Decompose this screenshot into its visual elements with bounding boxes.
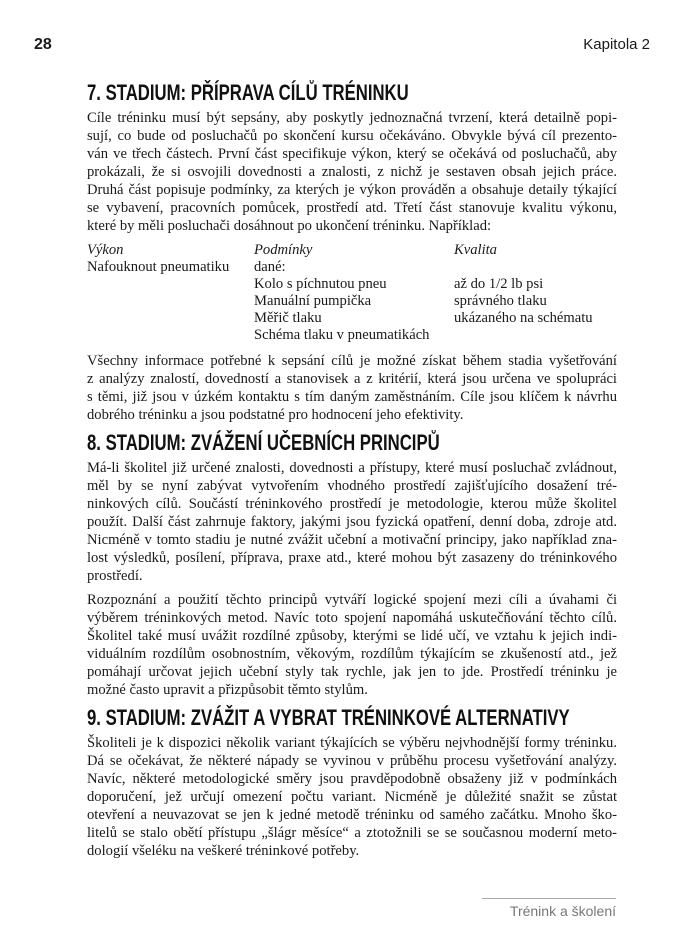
text-line: ninkových cílů. Součástí tréninkového prostředí je metodologie, kterou může školitel	[87, 496, 617, 512]
table-row	[87, 293, 593, 310]
text-line: lost výsledků, posílení, příprava, praxe atd., které mohou být zasazeny do tréninkového	[87, 550, 617, 566]
table-row	[87, 276, 593, 293]
text-line: Všechny informace potřebné k sepsání cílů je možné získat během stadia vyšetřování	[87, 353, 617, 369]
table-cell: Schéma tlaku v pneumatikách	[254, 327, 430, 343]
text-line: prostředí.	[87, 568, 143, 584]
table-body	[87, 259, 593, 344]
table-cell: Manuální pumpička	[254, 293, 372, 309]
objective-example-table	[87, 241, 593, 344]
text-line: Cíle tréninku musí být sepsány, aby poskytly jednoznačná tvrzení, která detailně popi-	[87, 110, 617, 126]
text-line: dologií všeléku na veškeré tréninkové potřeby.	[87, 843, 360, 859]
text-line: měl by se nyní zabývat vytvořením vhodného prostředí zajišťujícího dosažení tré-	[87, 478, 617, 494]
text-line: Školiteli je k dispozici několik variant týkajících se výběru nejvhodnější formy tréninku.	[87, 735, 617, 751]
table-cell	[454, 259, 593, 276]
page-content	[87, 80, 617, 866]
column-header: Podmínky	[254, 242, 313, 258]
table-cell: Měřič tlaku	[254, 310, 322, 326]
table-cell: dané:	[254, 259, 286, 275]
table-cell	[87, 327, 254, 344]
text-line: Rozpoznání a použití těchto principů vytváří logické spojení mezi cíli a úvahami či	[87, 592, 617, 608]
page-number: 28	[34, 36, 52, 53]
text-line: Druhá část popisuje podmínky, za kterých je výkon prováděn a obsahuje detaily týkající	[87, 182, 617, 198]
heading-text: 7. STADIUM: PŘÍPRAVA CÍLŮ TRÉNINKU	[87, 80, 409, 105]
paragraph	[87, 459, 617, 585]
heading-text: 8. STADIUM: ZVÁŽENÍ UČEBNÍCH PRINCIPŮ	[87, 430, 440, 455]
column-header: Výkon	[87, 242, 124, 258]
text-line: s těmi, již jsou v úzkém kontaktu s tím daným zaměstnáním. Cíle jsou klíčem k návrhu	[87, 389, 617, 405]
table-cell: ukázaného na schématu	[454, 310, 593, 326]
text-line: se vybavení, pracovních pomůcek, prostředí atd. Třetí část stanovuje kvalitu výkonu,	[87, 200, 617, 216]
table-cell	[454, 327, 593, 344]
section-stage-7	[87, 80, 617, 424]
paragraph	[87, 352, 617, 424]
section-heading	[87, 430, 617, 456]
table-cell: až do 1/2 lb psi	[454, 276, 544, 292]
text-line: Navíc, některé metodologické směry jsou pravděpodobně obsaženy již v podmínkách	[87, 771, 617, 787]
table-row	[87, 259, 593, 276]
text-line: které by měli posluchači dosáhnout po ukončení tréninku. Například:	[87, 218, 492, 234]
text-line: doporučení, jež určují omezení počtu variant. Nicméně je důležité snažit se zůstat	[87, 789, 617, 805]
text-line: výběrem tréninkových metod. Navíc toto spojení napomáhá uskutečňování těchto cílů.	[87, 610, 617, 626]
table-cell	[87, 293, 254, 310]
text-line: možné často upravit a přizpůsobit těmto stylům.	[87, 682, 368, 698]
table-cell: správného tlaku	[454, 293, 547, 309]
table-row	[87, 327, 593, 344]
table-cell	[87, 310, 254, 327]
text-line: ván ve třech částech. První část specifikuje výkon, který se očekává od posluchačů, aby	[87, 146, 617, 162]
table-cell: Nafouknout pneumatiku	[87, 259, 230, 275]
section-heading	[87, 80, 617, 106]
text-line: sují, co bude od posluchačů po skončení kursu očekáváno. Obvykle bývá cíl prezento-	[87, 128, 617, 144]
paragraph	[87, 591, 617, 699]
chapter-label: Kapitola 2	[583, 36, 650, 53]
table-cell	[87, 276, 254, 293]
text-line: litelů se stalo obětí přístupu „šlágr měsíce“ a ztotožnili se se současnou moderní meto-	[87, 825, 617, 841]
heading-text: 9. STADIUM: ZVÁŽIT A VYBRAT TRÉNINKOVÉ ALTERNATIVY	[87, 705, 570, 730]
paragraph	[87, 109, 617, 235]
text-line: Má-li školitel již určené znalosti, dovednosti a přístupy, které musí posluchač zvládnout,	[87, 460, 617, 476]
table-cell: Kolo s píchnutou pneu	[254, 276, 387, 292]
text-line: z analýzy znalostí, dovedností a stanovisek a z kritérií, která jsou určena ve spolupráci	[87, 371, 617, 387]
text-line: otevření a neuvazovat se jen k jedné metodě tréninku od samého začátku. Mnoho ško-	[87, 807, 617, 823]
table-header-row	[87, 241, 593, 259]
text-line: pomáhají určovat jejich učební styly tak rychle, jak jen to jde. Prostředí tréninku je	[87, 664, 617, 680]
paragraph	[87, 734, 617, 860]
column-header: Kvalita	[454, 242, 497, 258]
running-footer: Trénink a školení	[482, 898, 616, 919]
text-line: dobrého tréninku a jsou podstatné pro hodnocení jeho efektivity.	[87, 407, 464, 423]
text-line: použít. Další část zahrnuje faktory, jakými jsou fyzická opatření, denní doba, zdroje atd.	[87, 514, 617, 530]
text-line: prokázali, že si osvojili dovednosti a znalosti, z nichž je sestaven obsah jejich práce.	[87, 164, 617, 180]
text-line: Školitel také musí uvážit rozdílné způsoby, kterými se lidé učí, ve vztahu k jejich indi-	[87, 628, 617, 644]
table-row	[87, 310, 593, 327]
text-line: Nicméně v tomto stadiu je nutné zvážit učební a motivační principy, jako například zna-	[87, 532, 617, 548]
text-line: viduálním rozdílům osobnostním, věkovým, rozdílům týkajícím se zkušeností atd., jež	[87, 646, 617, 662]
text-line: Dá se očekávat, že některé nápady se vyvinou v průběhu procesu vyšetřování analýzy.	[87, 753, 617, 769]
section-stage-8	[87, 430, 617, 699]
section-stage-9	[87, 705, 617, 860]
section-heading	[87, 705, 617, 731]
